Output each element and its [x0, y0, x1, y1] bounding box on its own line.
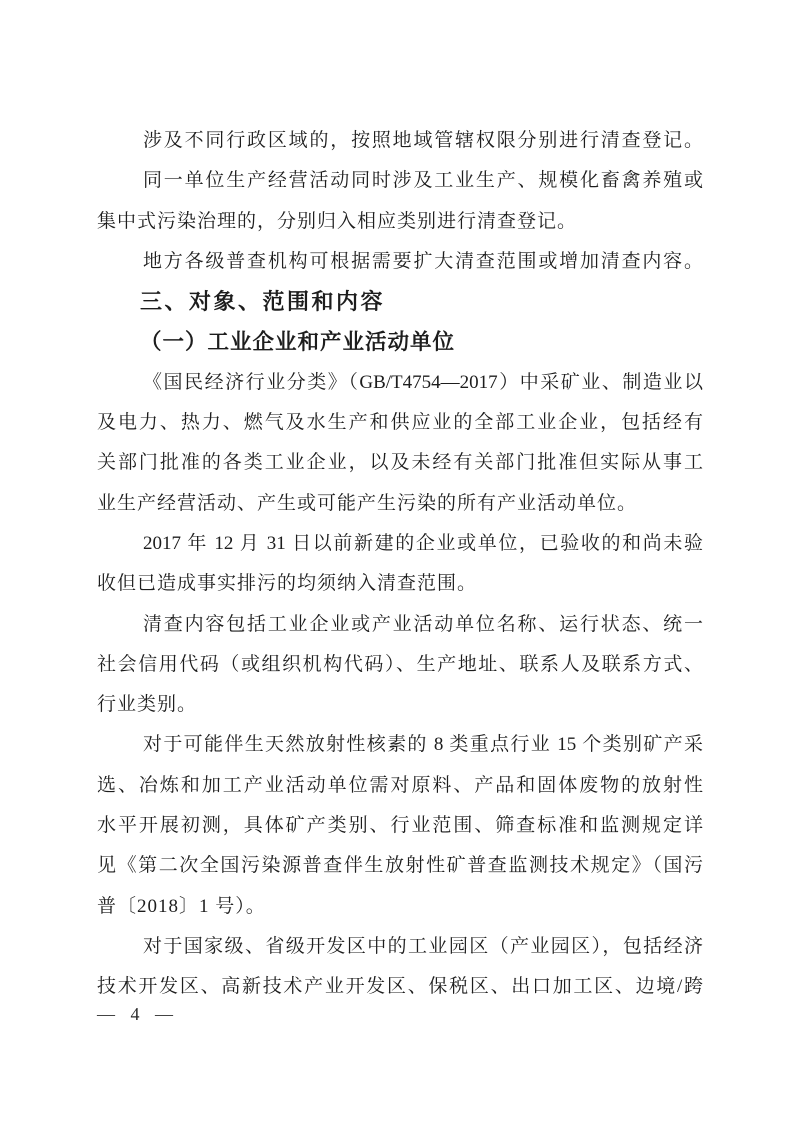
text-line: 同一单位生产经营活动同时涉及工业生产、规模化畜禽养殖或	[143, 170, 703, 192]
page-number: — 4 —	[97, 1004, 174, 1024]
subsection-heading: （一）工业企业和产业活动单位	[140, 330, 456, 355]
text-line: 清查内容包括工业企业或产业活动单位名称、运行状态、统一	[143, 613, 703, 635]
text-line: 2017 年 12 月 31 日以前新建的企业或单位，已验收的和尚未验	[143, 532, 703, 554]
text-line: 见《第二次全国污染源普查伴生放射性矿普查监测技术规定》（国污	[97, 855, 703, 877]
text-line: 社会信用代码（或组织机构代码）、生产地址、联系人及联系方式、	[97, 653, 703, 675]
text-line: 集中式污染治理的，分别归入相应类别进行清查登记。	[97, 210, 578, 232]
text-line: 关部门批准的各类工业企业，以及未经有关部门批准但实际从事工	[97, 452, 703, 474]
text-line: 水平开展初测，具体矿产类别、行业范围、筛查标准和监测规定详	[97, 815, 703, 837]
text-line: 《国民经济行业分类》（GB/T4754—2017）中采矿业、制造业以	[143, 371, 703, 393]
text-line: 普〔2018〕1 号）。	[97, 895, 266, 917]
text-line: 涉及不同行政区域的，按照地域管辖权限分别进行清查登记。	[143, 130, 703, 151]
text-line: 业生产经营活动、产生或可能产生污染的所有产业活动单位。	[97, 492, 638, 514]
text-line: 地方各级普查机构可根据需要扩大清查范围或增加清查内容。	[143, 250, 703, 272]
document-text-block	[97, 121, 703, 1008]
text-line: 选、冶炼和加工产业活动单位需对原料、产品和固体废物的放射性	[97, 774, 703, 796]
text-line: 行业类别。	[97, 694, 198, 716]
section-heading: 三、对象、范围和内容	[140, 289, 386, 315]
text-line: 及电力、热力、燃气及水生产和供应业的全部工业企业，包括经有	[97, 412, 703, 434]
text-line: 技术开发区、高新技术产业开发区、保税区、出口加工区、边境/跨	[97, 976, 703, 998]
text-line: 收但已造成事实排污的均须纳入清查范围。	[97, 573, 478, 595]
text-line: 对于可能伴生天然放射性核素的 8 类重点行业 15 个类别矿产采	[143, 734, 703, 756]
text-line: 对于国家级、省级开发区中的工业园区（产业园区），包括经济	[143, 935, 703, 957]
